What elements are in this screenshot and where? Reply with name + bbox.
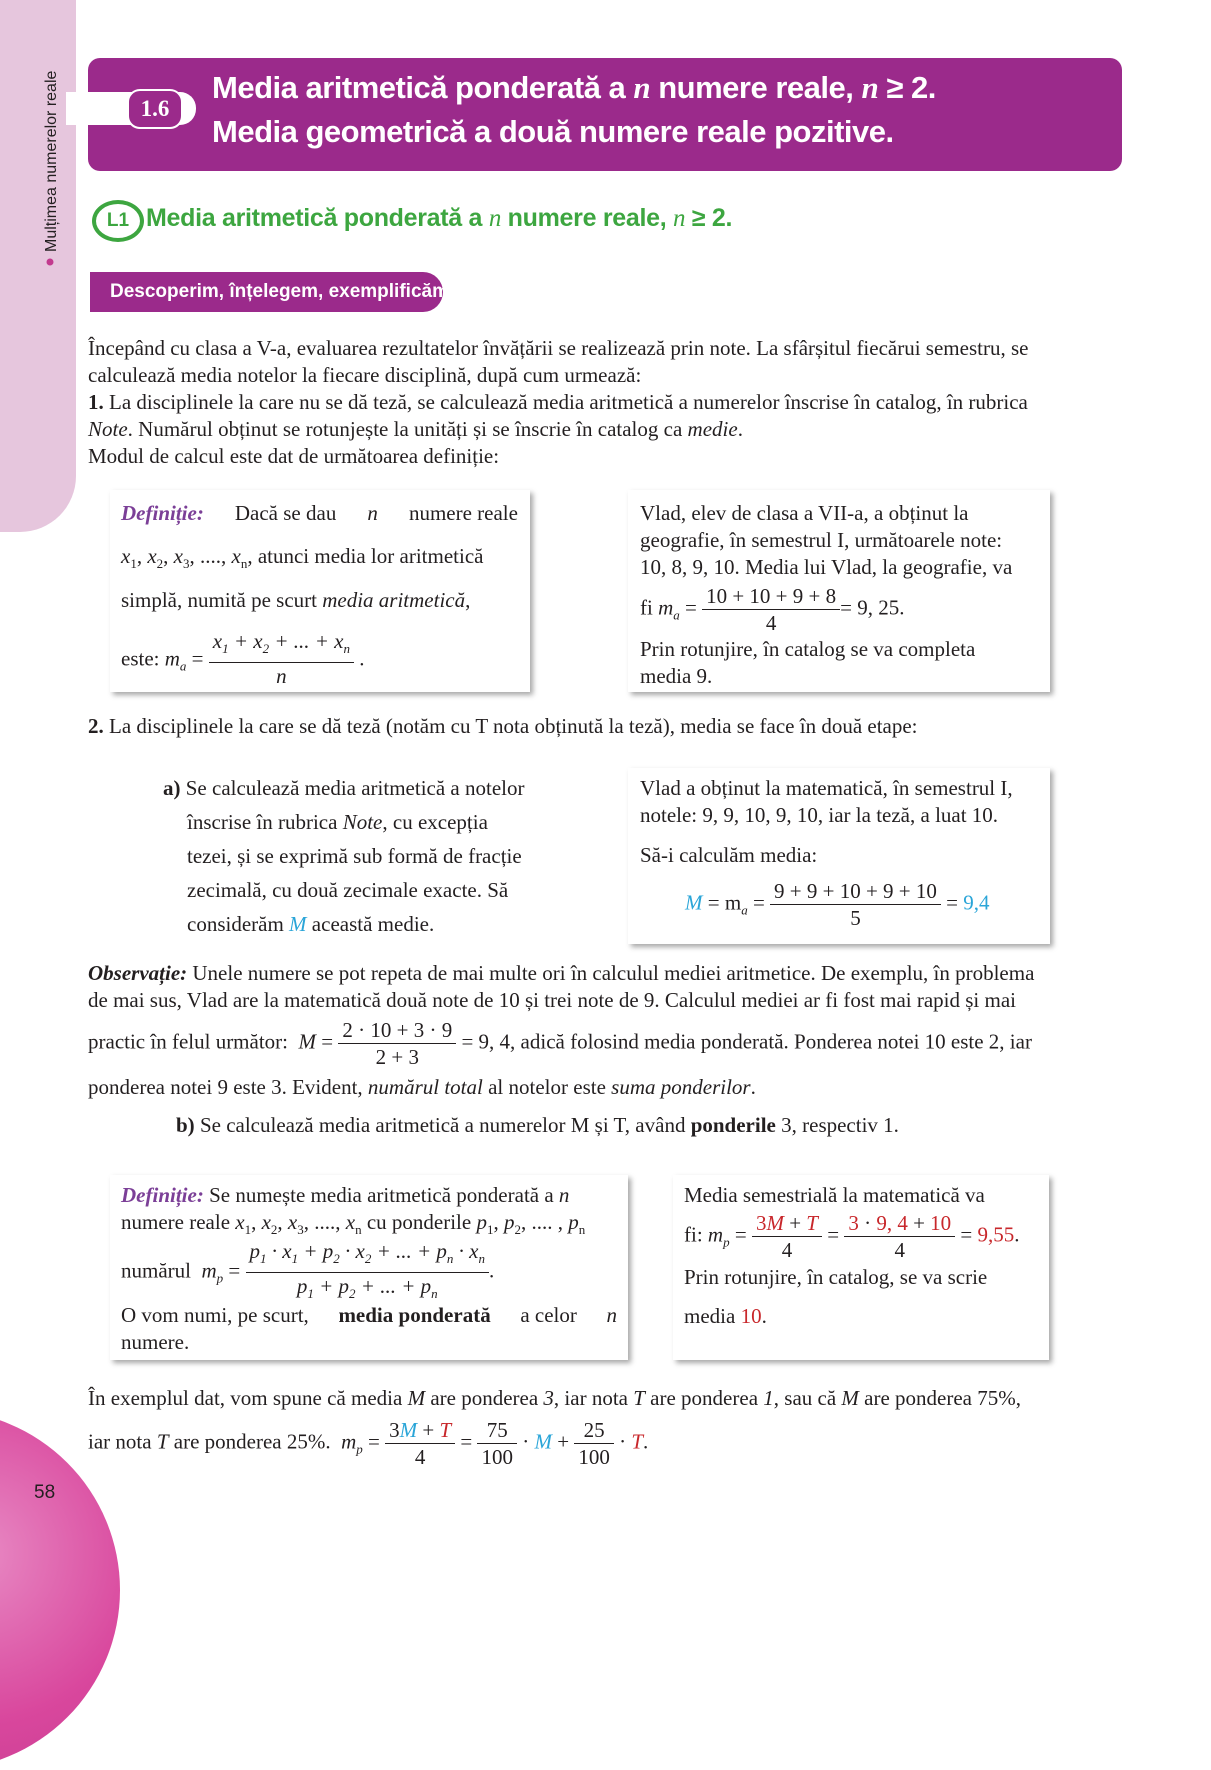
section-pill: Descoperim, înțelegem, exemplificăm	[90, 272, 443, 312]
def1-line-1: Definiție: Dacă se dau n numere reale	[121, 501, 518, 525]
point-2: 2. La disciplinele la care se dă teză (notăm cu T nota obținută la teză), media se face în două etape:	[88, 714, 918, 738]
observation-line-4: ponderea notei 9 este 3. Evident, numărul total al notelor este suma ponderilor.	[88, 1075, 756, 1099]
ex2-formula: $M = m_a$ = $\frac{9 + 9 + 10 + 9 + 10}{5}$ = 9,4	[685, 879, 990, 930]
ex2-line-3: Să-i calculăm media:	[640, 843, 818, 867]
observation-line-2: de mai sus, Vlad are la matematică două note de 10 și trei note de 9. Calculul mediei ar fi fost mai rapid și mai	[88, 988, 1016, 1012]
ex1-formula-line: fi $m_a$ = $\frac{10 + 10 + 9 + 8}{4}$ = 9, 25.	[640, 584, 905, 635]
step-b: b) Se calculează media aritmetică a numerelor M și T, având ponderile 3, respectiv 1.	[176, 1113, 899, 1137]
intro-line-1: Începând cu clasa a V-a, evaluarea rezultatelor învățării se realizează prin note. La sfârșitul fiecărui semestru, se	[88, 336, 1029, 360]
lesson-number-badge: 1.6	[127, 89, 183, 129]
def1-line-2: $x_1$, $x_2$, $x_3$, ...., $x_n$, atunci media lor aritmetică	[121, 544, 484, 572]
def1-formula-line: este: $m_a$ = $\frac{x_1 + x_2 + ... + x_n}{n}$ .	[121, 629, 365, 689]
ex1-line-5: Prin rotunjire, în catalog se va completa	[640, 637, 976, 661]
ex1-line-6: media 9.	[640, 664, 713, 688]
ex3-line-4: media 10.	[684, 1304, 767, 1328]
def1-formula-numerator: $x_1 + x_2$ + ... + $x_n$	[209, 628, 354, 663]
intro-line-3: 1. La disciplinele la care nu se dă teză, se calculează media aritmetică a numerelor înscrise în catalog, în rubrica	[88, 390, 1028, 414]
def2-line-1: Definiție: Se numește media aritmetică ponderată a n	[121, 1183, 570, 1207]
ex1-line-1: Vlad, elev de clasa a VII-a, a obținut la	[640, 501, 969, 525]
def1-formula-denominator: n	[276, 664, 287, 689]
ex3-formula: fi: $m_p$ = $\frac{3M + T}{4}$ = $\frac{3 \cdot 9, 4 + 10}{4}$ = 9,55.	[684, 1211, 1020, 1262]
lesson-title-line-2: Media geometrică a două numere reale pozitive.	[212, 114, 894, 149]
ex3-line-1: Media semestrială la matematică va	[684, 1183, 985, 1207]
observation-line-3: practic în felul următor: M = $\frac{2 \cdot 10 + 3 \cdot 9}{2 + 3}$ = 9, 4, adică folosind media ponderată. Ponderea notei 10 este 2, iar	[88, 1018, 1032, 1069]
def2-line-5: numere.	[121, 1330, 190, 1354]
side-label	[6, 40, 66, 270]
final-line-1: În exemplul dat, vom spune că media M are ponderea 3, iar nota T are ponderea 1, sau că M are ponderea 75%,	[88, 1386, 1021, 1410]
ex3-line-3: Prin rotunjire, în catalog, se va scrie	[684, 1265, 988, 1289]
def2-line-2: numere reale $x_1$, $x_2$, $x_3$, ...., $x_n$ cu ponderile $p_1$, $p_2$, .... , $p_n$	[121, 1210, 586, 1238]
l1-heading: Media aritmetică ponderată a n numere reale, n ≥ 2.	[146, 204, 733, 232]
ex2-line-1: Vlad a obținut la matematică, în semestrul I,	[640, 776, 1013, 800]
ex1-line-3: 10, 8, 9, 10. Media lui Vlad, la geografie, va	[640, 555, 1013, 579]
final-line-2: iar nota T are ponderea 25%. $m_p$ = $\frac{3M + T}{4}$ = $\frac{75}{100}$ · M + $\frac{25}{100}$ · T.	[88, 1418, 649, 1469]
def2-formula-denominator: $p_1 + p_2$ + ... + $p_n$	[296, 1274, 438, 1302]
intro-line-4: Note. Numărul obținut se rotunjește la unități și se înscrie în catalog ca medie.	[88, 417, 743, 441]
step-a-line-3: tezei, și se exprimă sub formă de fracție	[187, 844, 522, 868]
def2-line-4: O vom numi, pe scurt, media ponderată a celor n	[121, 1303, 617, 1327]
page-number: 58	[34, 1482, 56, 1503]
l1-badge: L1	[92, 200, 144, 242]
def1-line-3: simplă, numită pe scurt media aritmetică,	[121, 588, 471, 612]
observation-line-1: Observație: Unele numere se pot repeta de mai multe ori în calculul mediei aritmetice. De exemplu, în problema	[88, 961, 1035, 985]
intro-line-5: Modul de calcul este dat de următoarea definiție:	[88, 444, 500, 468]
side-label-text: Mulțimea numerelor reale	[43, 70, 60, 252]
ex2-line-2: notele: 9, 9, 10, 9, 10, iar la teză, a luat 10.	[640, 803, 999, 827]
intro-line-2: calculează media notelor la fiecare disciplină, după cum urmează:	[88, 363, 642, 387]
def2-formula-line: numărul $m_p$ = $\frac{p_1 \cdot x_1 + p_2 \cdot x_2 + ... + p_n \cdot x_n}{p_1 + p_2 + ... + p_n}$ .	[121, 1238, 494, 1307]
def2-formula-numerator: $p_1 \cdot x_1 + p_2 \cdot x_2$ + ... + $p_n \cdot x_n$	[246, 1238, 490, 1273]
step-a-line-1: a) Se calculează media aritmetică a notelor	[163, 776, 525, 800]
step-a-line-5: considerăm M această medie.	[187, 912, 435, 936]
step-a-line-2: înscrise în rubrica Note, cu excepția	[187, 810, 488, 834]
step-a-line-4: zecimală, cu două zecimale exacte. Să	[187, 878, 509, 902]
ex1-line-2: geografie, în semestrul I, următoarele note:	[640, 528, 1003, 552]
lesson-title-line-1: Media aritmetică ponderată a n numere reale, n ≥ 2.	[212, 70, 936, 105]
